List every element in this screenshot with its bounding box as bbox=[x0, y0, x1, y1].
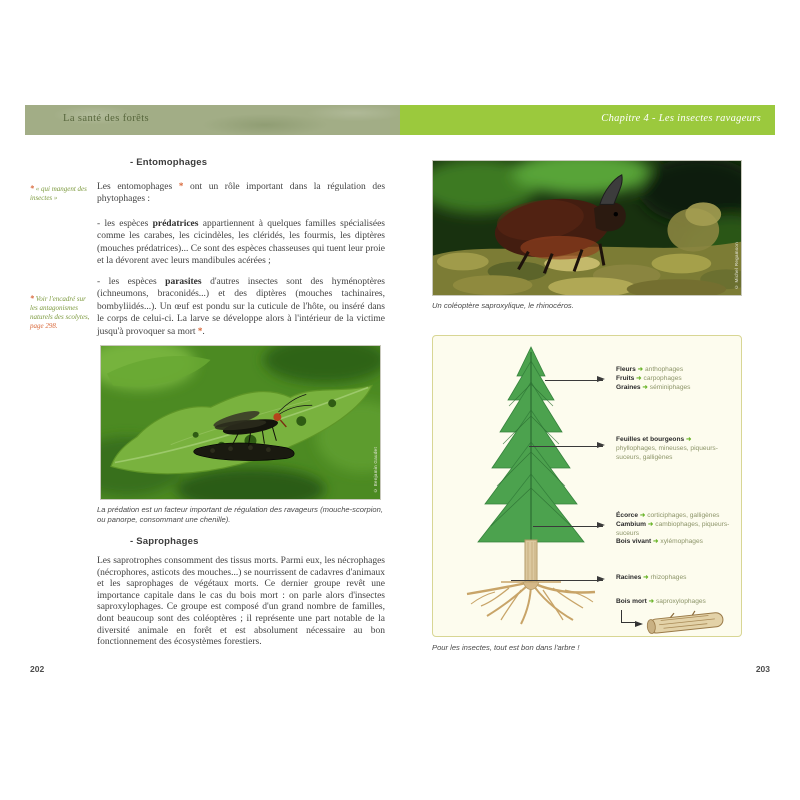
rhinoceros-beetle-photo bbox=[432, 160, 742, 296]
predation-photo-caption: La prédation est un facteur important de régulation des ravageurs (mouche-scorpion, ou panorpe, consommant une chenille). bbox=[97, 505, 383, 524]
diagram-label: Racines ➜ rhizophages bbox=[616, 574, 687, 581]
predation-photo bbox=[100, 345, 381, 500]
arrow-deadwood-elbow bbox=[621, 610, 635, 623]
heading-saprophages: - Saprophages bbox=[130, 536, 199, 547]
header-left-band bbox=[25, 105, 400, 135]
page-number-right: 203 bbox=[755, 664, 770, 674]
label-group-bark bbox=[616, 512, 734, 547]
page-number-left: 202 bbox=[30, 664, 45, 674]
label-group-deadwood bbox=[616, 598, 734, 607]
arrow-right-icon: ➜ bbox=[636, 374, 642, 382]
arrow-bark bbox=[533, 526, 603, 527]
label-group-flowers bbox=[616, 366, 734, 392]
arrow-leaves bbox=[529, 446, 603, 447]
diagram-label: Fruits ➜ carpophages bbox=[616, 374, 682, 382]
arrow-right-icon: ➜ bbox=[648, 598, 655, 605]
page-reference: page 298. bbox=[30, 322, 58, 330]
diagram-label: Graines ➜ séminiphages bbox=[616, 383, 691, 391]
rhinoceros-beetle-art bbox=[433, 161, 741, 295]
dead-log-illustration bbox=[641, 608, 729, 636]
diagram-label: Bois vivant ➜ xylémophages bbox=[616, 538, 703, 546]
paragraph-intro: Les entomophages * ont un rôle important dans la régulation des phytophages : bbox=[97, 181, 386, 205]
heading-entomophages: - Entomophages bbox=[130, 157, 208, 168]
diagram-label: Écorce ➜ corticiphages, galligènes bbox=[616, 512, 720, 519]
tree-diagram-box bbox=[432, 335, 742, 637]
arrow-right-icon: ➜ bbox=[653, 538, 659, 546]
footnote-asterisk-icon: * bbox=[197, 326, 203, 337]
footnote-asterisk-icon: * bbox=[30, 294, 34, 303]
arrow-right-icon: ➜ bbox=[647, 520, 654, 528]
diagram-label: Cambium ➜ cambiophages, piqueurs-suceurs bbox=[616, 520, 730, 537]
footnote-asterisk-icon: * bbox=[178, 181, 184, 191]
arrow-right-icon: ➜ bbox=[637, 366, 644, 373]
beetle-photo-caption: Un coléoptère saproxylique, le rhinocéros. bbox=[432, 301, 574, 310]
label-group-leaves bbox=[616, 436, 734, 462]
margin-note-1: * « qui mangent des insectes » bbox=[30, 184, 87, 202]
arrow-roots bbox=[511, 580, 603, 581]
diagram-caption: Pour les insectes, tout est bon dans l'arbre ! bbox=[432, 643, 580, 652]
photo-credit-left: © Benjamin Gaudet bbox=[373, 446, 378, 493]
paragraph-parasites: - les espèces parasites d'autres insectes sont des hyménoptères (ichneumons, braconidés...) et des diptères (mouches tachinaires, bombyliidés...). Un œuf est pondu sur la cuticule de l'hôte, ou inséré dans le corps de celui-ci. La larve se développe alors à l'intérieur de la victime jusqu'à provoquer sa mort *. bbox=[97, 277, 385, 338]
running-title-right: Chapitre 4 - Les insectes ravageurs bbox=[601, 113, 761, 124]
photo-credit-right: © Michel Regamson bbox=[734, 241, 739, 289]
spruce-tree-illustration bbox=[461, 344, 601, 628]
running-title-left: La santé des forêts bbox=[63, 113, 150, 124]
arrow-flowers bbox=[545, 380, 603, 381]
header-right-band bbox=[400, 105, 775, 135]
footnote-asterisk-icon: * bbox=[30, 184, 34, 193]
arrow-right-icon: ➜ bbox=[643, 574, 649, 581]
diagram-label: Bois mort ➜ saproxylophages bbox=[616, 598, 706, 605]
margin-note-2: * Voir l'encadré sur les antagonismes naturels des scolytes, page 298. bbox=[30, 294, 90, 330]
arrow-right-icon: ➜ bbox=[686, 436, 692, 443]
arrow-right-icon: ➜ bbox=[642, 383, 648, 391]
diagram-label: Feuilles et bourgeons ➜ phyllophages, mineuses, piqueurs-suceurs, galligènes bbox=[616, 436, 718, 461]
diagram-label: Fleurs ➜ anthophages bbox=[616, 366, 684, 373]
paragraph-predatrices: - les espèces prédatrices appartiennent à quelques familles spécialisées comme les carabes, les cicindèles, les cléridés, les fourmis, les diptères (mouches prédatrices)... Ce sont des espèces chasseuses qui tuent leur proie et la dévorent avec leurs mandibules acérées ; bbox=[97, 219, 385, 266]
arrow-right-icon: ➜ bbox=[639, 512, 646, 519]
label-group-roots bbox=[616, 574, 734, 583]
predation-photo-art bbox=[101, 346, 380, 499]
paragraph-saprophages: Les saprotrophes consomment des tissus morts. Parmi eux, les nécrophages (nécrophores, asticots des mouches...) se nourrissent de cadavres d'animaux et les saprophages de végétaux morts. Ce dernier groupe revêt une importance capitale dans le cas du bois mort : on parle alors d'insectes saproxylophages. Ce groupe est composé d'un grand nombre de familles, dont beaucoup sont des coléoptères ; il représente une part notable de la diversité animale en forêt et est absolument nécessaire au bon fonctionnement des écosystèmes forestiers. bbox=[97, 556, 385, 648]
